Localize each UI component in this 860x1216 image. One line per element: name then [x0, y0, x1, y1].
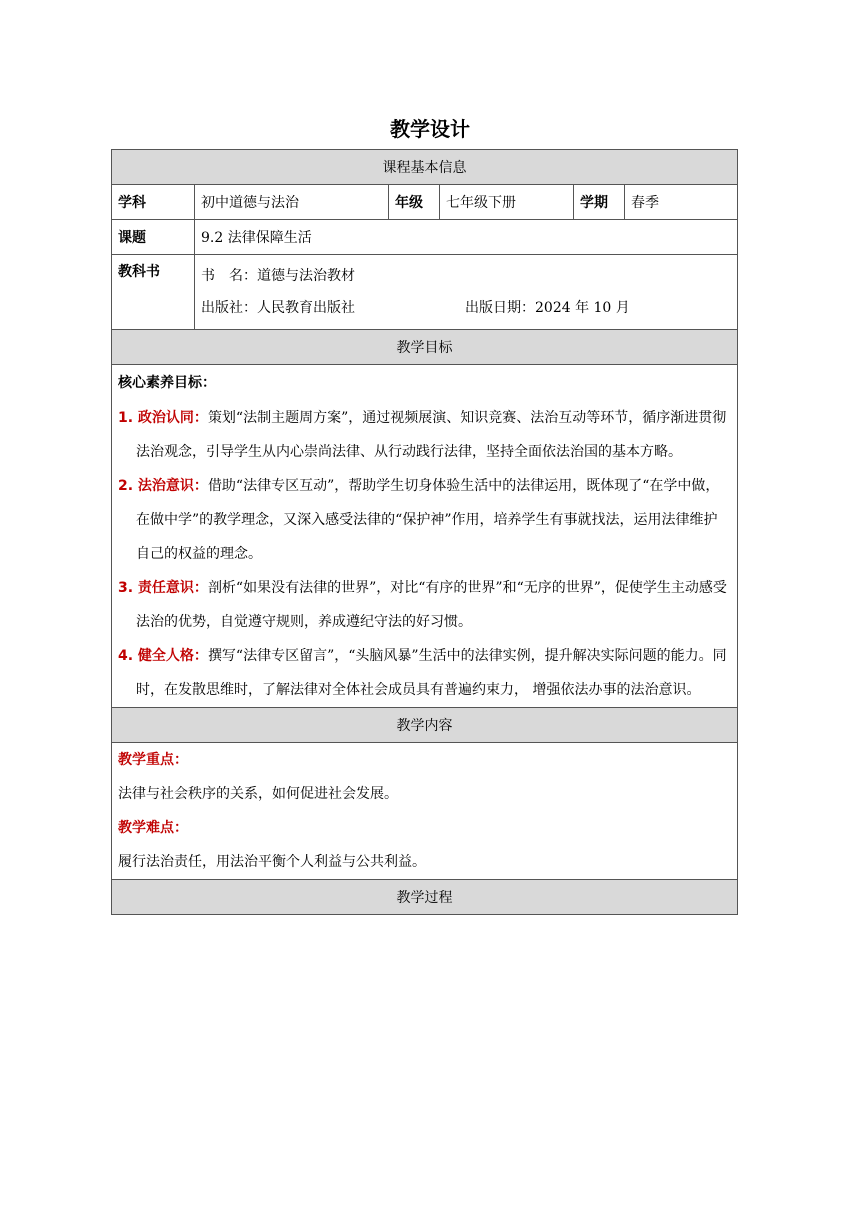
- textbook-name: 书 名：道德与法治教材: [201, 268, 355, 284]
- info-row: [112, 185, 738, 220]
- key-point-label: 教学重点：: [118, 752, 188, 768]
- objective-item: 4. 健全人格：撰写“法律专区留言”，“头脑风暴”生活中的法律实例，提升解决实际问题的能力。同时，在发散思维时，了解法律对全体社会成员具有普遍约束力， 增强依法办事的法治意识。: [118, 648, 727, 698]
- grade-label: 年级: [389, 185, 440, 220]
- subject-label: 学科: [112, 185, 195, 220]
- document-title: 教学设计: [390, 117, 470, 141]
- publish-date: 出版日期：2024 年 10 月: [465, 300, 630, 316]
- objectives-row: [112, 365, 738, 708]
- textbook-publisher-line: [201, 292, 731, 324]
- term-label: 学期: [574, 185, 625, 220]
- textbook-info: [195, 255, 738, 330]
- objectives-heading: 核心素养目标：: [118, 375, 216, 391]
- subject-value: 初中道德与法治: [195, 185, 389, 220]
- topic-label: 课题: [112, 220, 195, 255]
- section-basic-info: 课程基本信息: [112, 150, 738, 185]
- textbook-row: [112, 255, 738, 330]
- textbook-label: 教科书: [112, 255, 195, 330]
- section-content: 教学内容: [112, 708, 738, 743]
- difficulty-label: 教学难点：: [118, 820, 188, 836]
- term-value: 春季: [625, 185, 738, 220]
- grade-value: 七年级下册: [440, 185, 574, 220]
- objective-item: 3. 责任意识：剖析“如果没有法律的世界”，对比“有序的世界”和“无序的世界”，促使学生主动感受法治的优势，自觉遵守规则，养成遵纪守法的好习惯。: [118, 580, 727, 630]
- key-point-text: 法律与社会秩序的关系，如何促进社会发展。: [118, 786, 398, 802]
- topic-row: [112, 220, 738, 255]
- objective-item: 2. 法治意识：借助“法律专区互动”，帮助学生切身体验生活中的法律运用，既体现了“在学中做，在做中学”的教学理念，又深入感受法律的“保护神”作用，培养学生有事就找法，运用法律维护自己的权益的理念。: [118, 478, 720, 562]
- publisher: 出版社：人民教育出版社: [201, 300, 355, 316]
- content-row: [112, 743, 738, 880]
- section-process: 教学过程: [112, 880, 738, 915]
- topic-value: 9.2 法律保障生活: [195, 220, 738, 255]
- section-objectives: 教学目标: [112, 330, 738, 365]
- lesson-plan-table: [111, 149, 738, 915]
- difficulty-text: 履行法治责任，用法治平衡个人利益与公共利益。: [118, 854, 426, 870]
- objective-item: 1. 政治认同：策划“法制主题周方案”，通过视频展演、知识竞赛、法治互动等环节，循序渐进贯彻法治观念，引导学生从内心崇尚法律、从行动践行法律，坚持全面依法治国的基本方略。: [118, 410, 727, 460]
